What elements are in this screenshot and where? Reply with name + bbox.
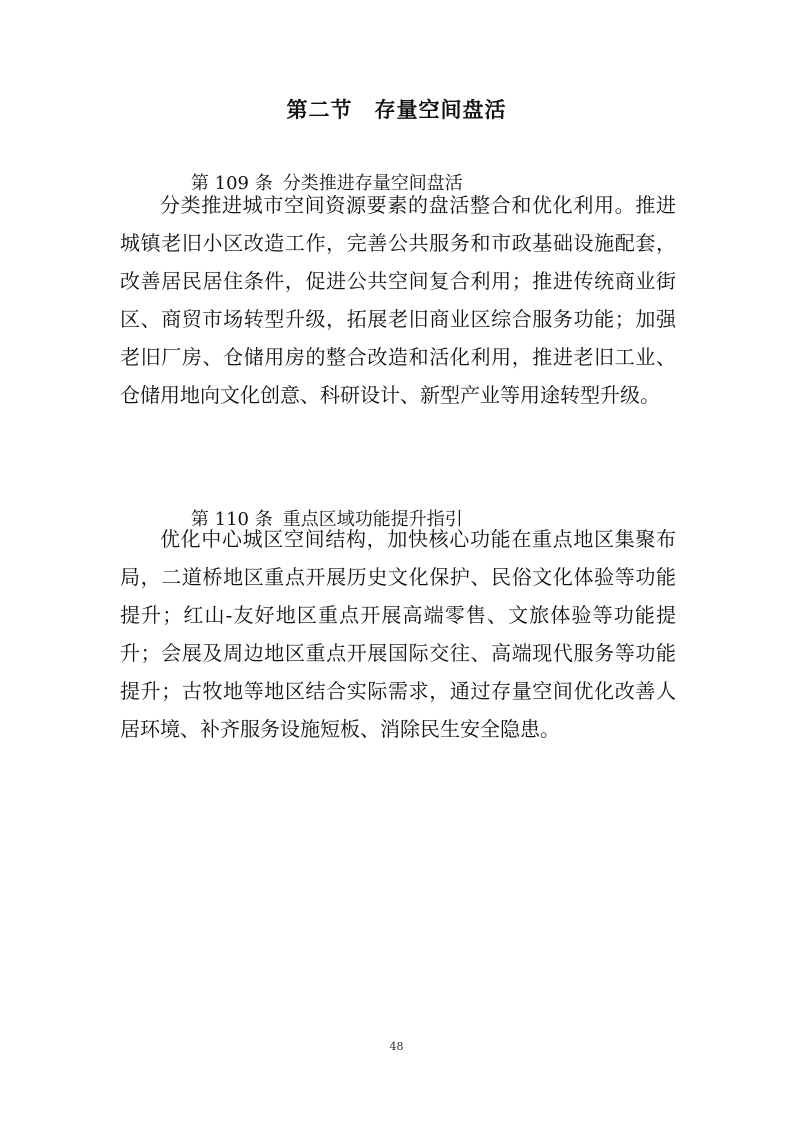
- section-title: 第二节 存量空间盘活: [286, 98, 507, 122]
- article-110-title: 重点区域功能提升指引: [282, 509, 463, 530]
- article-109-title: 分类推进存量空间盘活: [282, 173, 463, 194]
- article-110-number: 第 110 条: [190, 509, 273, 530]
- article-109-number: 第 109 条: [190, 173, 273, 194]
- page-number: 48: [389, 1040, 404, 1053]
- article-109-body: 分类推进城市空间资源要素的盘活整合和优化利用。推进城镇老旧小区改造工作，完善公共服务和市政基础设施配套，改善居民居住条件，促进公共空间复合利用；推进传统商业街区、商贸市场转型升级，拓展老旧商业区综合服务功能；加强老旧厂房、仓储用房的整合改造和活化利用，推进老旧工业、仓储用地向文化创意、科研设计、新型产业等用途转型升级。: [120, 193, 676, 407]
- article-110-body: 优化中心城区空间结构，加快核心功能在重点地区集聚布局，二道桥地区重点开展历史文化保护、民俗文化体验等功能提升；红山-友好地区重点开展高端零售、文旅体验等功能提升；会展及周边地区重点开展国际交往、高端现代服务等功能提升；古牧地等地区结合实际需求，通过存量空间优化改善人居环境、补齐服务设施短板、消除民生安全隐患。: [120, 527, 676, 741]
